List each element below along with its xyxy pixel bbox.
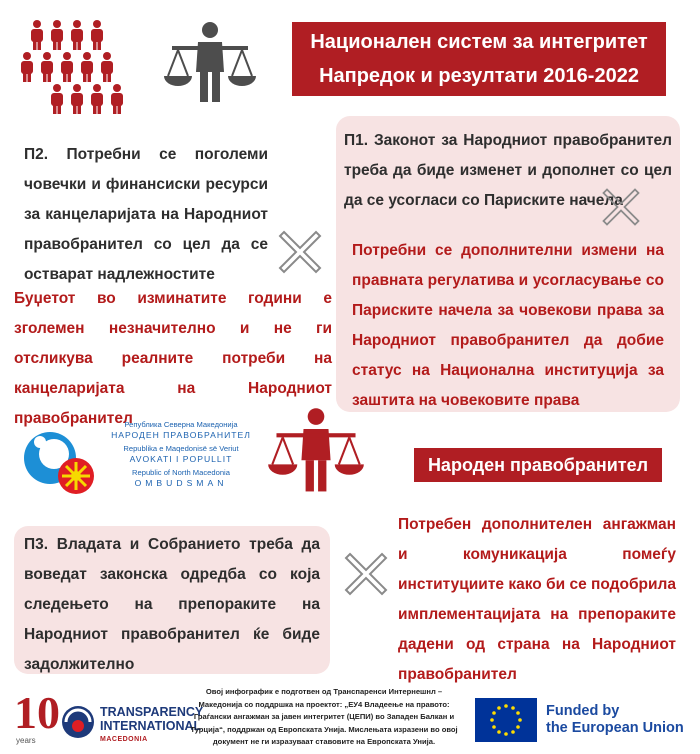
ti-subtitle: MACEDONIA <box>100 736 148 743</box>
disclaimer-text: Овој инфографик е подготвен од Транспаренси Интернешнл – Македонија со поддршка на проектот: „ЕУ4 Владеење на правото: Граѓански ангажман за јавен интегритет (ЦЕПИ) во Западен Балкан и Турција“, поддржан од Европската Унија. Мислењата изразени во овој документ не ги изразуваат ставовите на Европската Унија. <box>190 687 458 746</box>
people-icon-group <box>20 18 138 118</box>
logo-line: Republic of North Macedonia <box>132 468 230 477</box>
page-title <box>292 22 666 96</box>
logo-line: OMBUDSMAN <box>134 478 228 488</box>
ti-logo-number: 10 <box>14 687 60 738</box>
status-p3: Потребен дополнителен ангажман и комуникација помеѓу институциите како би се подобрила имплементацијата на препораките дадени од страна на Народниот правобранител <box>398 516 676 683</box>
title-line-2: Напредок и резултати 2016-2022 <box>319 65 639 87</box>
ti-globe-icon <box>60 704 96 740</box>
status-p2: Буџетот во изминатите години е зголемен незначително и не ги отсликува реалните потреби на канцеларијата на Народниот правобранител <box>14 290 332 427</box>
recommendation-p3: П3. Владата и Собранието треба да воведат законска одредба со која следењето на препораките на Народниот правобранител ќе биде задолжително <box>24 536 320 673</box>
ti-name-line: INTERNATIONAL <box>100 719 202 733</box>
cross-icon <box>600 186 642 228</box>
title-line-1: Национален систем за интегритет <box>310 31 648 53</box>
recommendation-p2: П2. Потребни се поголеми човечки и финансиски ресурси за канцеларијата на Народниот правобранител со цел да се остварат надлежностите <box>24 146 268 283</box>
ti-years: years <box>16 736 36 745</box>
ombudsman-logo-text <box>106 420 256 488</box>
ti-logo <box>14 687 100 750</box>
cross-icon <box>342 550 390 598</box>
funded-line: Funded by <box>546 703 620 719</box>
institution-label: Народен правобранител <box>414 448 662 482</box>
ombudsman-logo-icon <box>18 424 106 500</box>
funded-line: the European Union <box>546 720 684 736</box>
funded-by-eu <box>546 703 684 737</box>
cross-icon <box>276 228 324 276</box>
logo-line: НАРОДЕН ПРАВОБРАНИТЕЛ <box>111 430 251 440</box>
eu-flag <box>475 698 537 742</box>
recommendation-p1: П1. Законот за Народниот правобранител треба да биде изменет и дополнет со цел да се усогласи со Париските начела <box>344 132 672 209</box>
logo-line: Република Северна Македонија <box>124 420 238 429</box>
logo-line: AVOKATI I POPULLIT <box>129 454 233 464</box>
ti-name-line: TRANSPARENCY <box>100 705 204 719</box>
justice-scale-icon <box>160 20 260 112</box>
justice-scale-icon <box>264 402 368 506</box>
eu-stars-icon <box>475 698 537 742</box>
status-p1: Потребни се дополнителни измени на правната регулатива и усогласување со Париските начела за човекови права за Народниот правобранител да добие статус на Национална институција за заштита на човековите права <box>352 242 664 409</box>
logo-line: Republika e Maqedonisë së Veriut <box>123 444 239 453</box>
